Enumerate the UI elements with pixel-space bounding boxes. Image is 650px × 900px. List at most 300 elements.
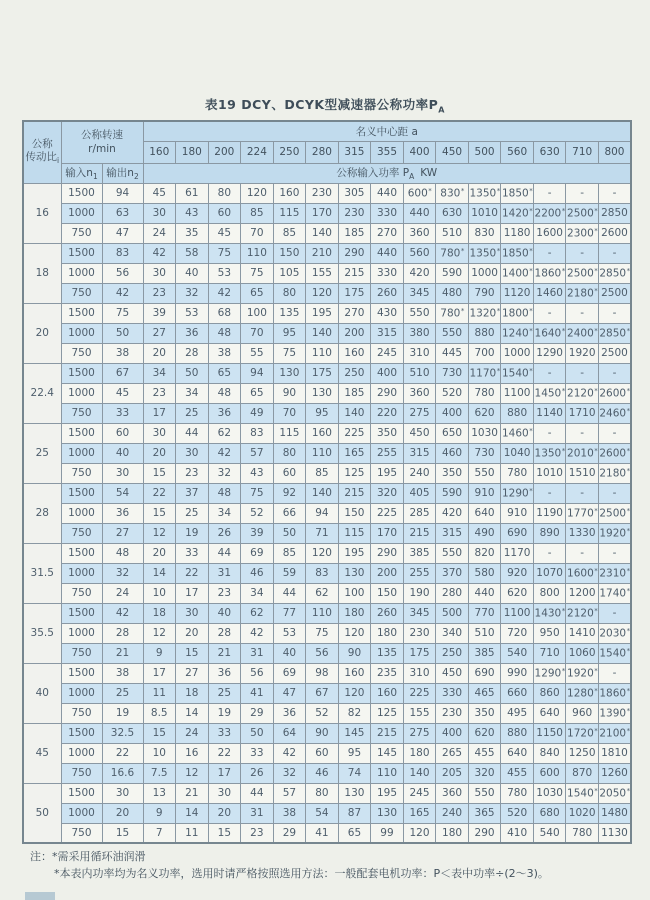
table-row	[23, 383, 631, 403]
table-row	[23, 663, 631, 683]
power-value-cell: 15	[143, 723, 176, 743]
oil-lubrication-asterisk: *	[626, 727, 631, 736]
power-value-cell: 1070	[533, 563, 566, 583]
power-value-cell: 50	[273, 523, 306, 543]
power-value-cell: 1180	[501, 223, 534, 243]
power-value-cell: 1430*	[533, 603, 566, 623]
power-value-cell: 135	[371, 643, 404, 663]
output-speed-cell: 36	[102, 503, 143, 523]
oil-lubrication-asterisk: *	[496, 307, 501, 316]
footnote-line-2	[30, 866, 549, 883]
ratio-cell: 18	[23, 243, 61, 303]
output-speed-cell: 30	[102, 783, 143, 803]
center-distance-value-header: 560	[501, 141, 534, 163]
power-value-cell: 285	[403, 503, 436, 523]
power-value-cell: 10	[143, 743, 176, 763]
power-value-cell: 2500*	[566, 263, 599, 283]
input-speed-cell: 1000	[61, 323, 102, 343]
power-value-cell: 160	[338, 663, 371, 683]
power-value-cell: 67	[306, 683, 339, 703]
input-speed-cell: 1500	[61, 423, 102, 443]
footnotes	[30, 849, 549, 882]
power-value-cell: 120	[306, 283, 339, 303]
power-value-cell: 790	[468, 283, 501, 303]
power-value-cell: 1330	[566, 523, 599, 543]
power-value-cell: 455	[501, 763, 534, 783]
power-value-cell: 290	[371, 383, 404, 403]
oil-lubrication-asterisk: *	[460, 247, 465, 256]
power-value-cell: 2010*	[566, 443, 599, 463]
table-row	[23, 443, 631, 463]
power-value-cell: 42	[273, 743, 306, 763]
power-value-cell: 58	[176, 243, 209, 263]
power-value-cell: 140	[306, 223, 339, 243]
power-value-cell: 260	[371, 603, 404, 623]
oil-lubrication-asterisk: *	[561, 327, 566, 336]
oil-lubrication-asterisk: *	[626, 567, 631, 576]
power-value-cell: 62	[241, 603, 274, 623]
power-value-cell: 27	[176, 663, 209, 683]
power-value-cell: 1250	[566, 743, 599, 763]
table-row	[23, 403, 631, 423]
ratio-header-line1: 公称	[31, 137, 53, 150]
power-value-cell: 1460	[533, 283, 566, 303]
power-value-cell: 1060	[566, 643, 599, 663]
input-speed-cell: 1000	[61, 263, 102, 283]
power-value-cell: 270	[338, 303, 371, 323]
power-value-cell: 115	[273, 203, 306, 223]
power-value-cell: 495	[501, 703, 534, 723]
power-value-cell: -	[533, 543, 566, 563]
power-value-cell: 1640*	[533, 323, 566, 343]
power-value-cell: 445	[436, 343, 469, 363]
power-value-cell: 48	[208, 483, 241, 503]
power-value-cell: 215	[338, 263, 371, 283]
power-value-cell: 180	[371, 623, 404, 643]
power-value-cell: 600*	[403, 183, 436, 203]
oil-lubrication-asterisk: *	[529, 487, 533, 496]
table-row	[23, 583, 631, 603]
center-distance-value-header: 800	[598, 141, 631, 163]
power-value-cell: 880	[501, 723, 534, 743]
power-value-cell: 34	[176, 383, 209, 403]
output-speed-cell: 20	[102, 803, 143, 823]
power-value-cell: 60	[208, 203, 241, 223]
power-value-cell: 1140	[533, 403, 566, 423]
power-value-cell: 215	[403, 523, 436, 543]
table-row	[23, 703, 631, 723]
power-value-cell: 780	[501, 783, 534, 803]
power-value-cell: 2200*	[533, 203, 566, 223]
power-value-cell: 130	[338, 563, 371, 583]
power-value-cell: 110	[306, 603, 339, 623]
power-value-cell: 14	[176, 703, 209, 723]
oil-lubrication-asterisk: *	[626, 387, 631, 396]
power-value-cell: 830	[468, 223, 501, 243]
power-value-cell: 1100	[501, 383, 534, 403]
power-value-cell: 720	[501, 623, 534, 643]
power-value-cell: 42	[143, 243, 176, 263]
power-value-cell: 32	[208, 463, 241, 483]
table-row	[23, 183, 631, 203]
power-value-cell: 18	[143, 603, 176, 623]
oil-lubrication-asterisk: *	[594, 207, 598, 216]
power-value-cell: 11	[176, 823, 209, 843]
power-value-cell: 85	[306, 463, 339, 483]
power-value-cell: 700	[468, 343, 501, 363]
power-value-cell: 1000	[501, 343, 534, 363]
input-speed-cell: 750	[61, 403, 102, 423]
power-value-cell: 240	[403, 463, 436, 483]
power-value-cell: 550	[468, 783, 501, 803]
input-speed-cell: 1000	[61, 563, 102, 583]
power-value-cell: 36	[208, 403, 241, 423]
power-value-cell: 780	[566, 823, 599, 843]
power-value-cell: 1540*	[566, 783, 599, 803]
power-value-cell: 320	[371, 483, 404, 503]
power-value-cell: 17	[208, 763, 241, 783]
output-speed-cell: 28	[102, 623, 143, 643]
power-value-cell: 12	[176, 763, 209, 783]
power-value-cell: 9	[143, 803, 176, 823]
power-value-cell: 22	[208, 743, 241, 763]
table-row	[23, 783, 631, 803]
output-speed-cell: 21	[102, 643, 143, 663]
power-value-cell: 94	[306, 503, 339, 523]
ratio-cell: 40	[23, 663, 61, 723]
power-value-cell: 440	[468, 583, 501, 603]
table-row	[23, 243, 631, 263]
power-value-cell: 150	[338, 503, 371, 523]
input-speed-cell: 1000	[61, 503, 102, 523]
power-value-cell: 880	[468, 323, 501, 343]
header-row-center-distance	[23, 121, 631, 141]
ratio-cell: 25	[23, 423, 61, 483]
power-value-cell: 135	[273, 303, 306, 323]
power-value-cell: 25	[208, 683, 241, 703]
power-value-cell: 2600*	[598, 383, 631, 403]
power-value-cell: 130	[273, 363, 306, 383]
power-value-cell: 1320*	[468, 303, 501, 323]
table-row	[23, 343, 631, 363]
power-value-cell: 150	[273, 243, 306, 263]
power-value-cell: 35	[176, 223, 209, 243]
input-speed-cell: 750	[61, 643, 102, 663]
oil-lubrication-asterisk: *	[626, 467, 631, 476]
power-value-cell: 580	[468, 563, 501, 583]
oil-lubrication-asterisk: *	[594, 607, 598, 616]
power-value-cell: 650	[436, 423, 469, 443]
table-row	[23, 623, 631, 643]
power-value-cell: 50	[176, 363, 209, 383]
power-value-cell: 1720*	[566, 723, 599, 743]
power-value-cell: 14	[143, 563, 176, 583]
output-speed-cell: 42	[102, 603, 143, 623]
power-value-cell: 1040	[501, 443, 534, 463]
power-value-cell: 1170*	[468, 363, 501, 383]
output-speed-cell: 38	[102, 343, 143, 363]
page-title	[0, 95, 650, 115]
power-value-cell: 95	[273, 323, 306, 343]
power-value-cell: 1100	[501, 603, 534, 623]
power-value-cell: 9	[143, 643, 176, 663]
power-value-cell: 860	[533, 683, 566, 703]
center-distance-value-header: 200	[208, 141, 241, 163]
power-value-cell: 23	[241, 823, 274, 843]
output-speed-cell: 54	[102, 483, 143, 503]
power-value-cell: 42	[208, 443, 241, 463]
power-value-cell: 11	[143, 683, 176, 703]
power-value-cell: 130	[338, 783, 371, 803]
power-value-cell: 83	[306, 563, 339, 583]
power-value-cell: 44	[241, 783, 274, 803]
speed-header-unit: r/min	[88, 143, 116, 156]
power-value-cell: 17	[143, 403, 176, 423]
power-value-cell: 1920*	[598, 523, 631, 543]
input-speed-cell: 1500	[61, 183, 102, 203]
power-value-cell: 510	[436, 223, 469, 243]
power-value-cell: 47	[273, 683, 306, 703]
power-value-cell: 48	[208, 383, 241, 403]
power-value-cell: -	[533, 243, 566, 263]
power-value-cell: 310	[403, 343, 436, 363]
power-value-cell: 2300*	[566, 223, 599, 243]
power-value-cell: 2120*	[566, 383, 599, 403]
power-value-cell: 290	[468, 823, 501, 843]
power-value-cell: 94	[241, 363, 274, 383]
power-value-cell: 45	[208, 223, 241, 243]
power-value-cell: 130	[371, 803, 404, 823]
table-row	[23, 423, 631, 443]
power-value-cell: 57	[273, 783, 306, 803]
oil-lubrication-asterisk: *	[561, 447, 566, 456]
power-value-cell: 36	[176, 323, 209, 343]
power-value-cell: 230	[306, 183, 339, 203]
power-value-cell: 440	[371, 183, 404, 203]
power-value-cell: 80	[306, 783, 339, 803]
power-value-cell: 340	[436, 623, 469, 643]
output-speed-cell: 75	[102, 303, 143, 323]
power-value-cell: 420	[403, 263, 436, 283]
power-value-cell: 83	[241, 423, 274, 443]
power-value-cell: 950	[533, 623, 566, 643]
power-value-cell: 250	[436, 643, 469, 663]
power-value-cell: 330	[371, 203, 404, 223]
power-value-cell: 360	[403, 223, 436, 243]
power-value-cell: 105	[273, 263, 306, 283]
power-value-cell: 42	[208, 283, 241, 303]
center-distance-value-header: 250	[273, 141, 306, 163]
power-value-cell: 350	[371, 423, 404, 443]
power-value-cell: 540	[501, 643, 534, 663]
power-value-cell: 42	[241, 623, 274, 643]
power-value-cell: 275	[403, 723, 436, 743]
power-value-cell: 62	[306, 583, 339, 603]
output-speed-cell: 15	[102, 823, 143, 843]
output-speed-header	[102, 163, 143, 183]
power-value-cell: 2400*	[566, 323, 599, 343]
oil-lubrication-asterisk: *	[626, 587, 631, 596]
power-value-cell: 80	[273, 443, 306, 463]
oil-lubrication-asterisk: *	[561, 207, 566, 216]
power-value-cell: 315	[371, 323, 404, 343]
input-speed-cell: 750	[61, 283, 102, 303]
output-speed-cell: 45	[102, 383, 143, 403]
oil-lubrication-asterisk: *	[594, 267, 598, 276]
page-corner-decoration	[25, 892, 55, 900]
oil-lubrication-asterisk: *	[529, 207, 533, 216]
power-value-cell: 910	[468, 483, 501, 503]
power-value-cell: 33	[241, 743, 274, 763]
power-value-cell: 1290*	[501, 483, 534, 503]
power-value-cell: 280	[436, 583, 469, 603]
power-value-cell: 630	[436, 203, 469, 223]
power-value-cell: 110	[371, 763, 404, 783]
power-value-cell: 350	[436, 463, 469, 483]
oil-lubrication-asterisk: *	[626, 407, 631, 416]
power-value-cell: 90	[273, 383, 306, 403]
power-value-cell: -	[598, 663, 631, 683]
power-value-cell: 34	[143, 363, 176, 383]
output-speed-cell: 60	[102, 423, 143, 443]
power-value-cell: 210	[306, 243, 339, 263]
power-value-cell: 175	[338, 283, 371, 303]
power-value-cell: 44	[208, 543, 241, 563]
input-speed-cell: 1000	[61, 803, 102, 823]
power-value-cell: 990	[501, 663, 534, 683]
power-table	[22, 120, 632, 844]
oil-lubrication-asterisk: *	[529, 267, 533, 276]
power-value-cell: 160	[273, 183, 306, 203]
power-value-cell: 53	[208, 263, 241, 283]
table-row	[23, 503, 631, 523]
power-value-cell: 1920	[566, 343, 599, 363]
power-value-cell: 22	[143, 483, 176, 503]
power-value-cell: 385	[468, 643, 501, 663]
power-value-cell: 345	[403, 283, 436, 303]
power-value-cell: 170	[371, 523, 404, 543]
oil-lubrication-asterisk: *	[594, 667, 598, 676]
oil-lubrication-asterisk: *	[529, 427, 533, 436]
power-value-cell: 400	[436, 403, 469, 423]
table-row	[23, 263, 631, 283]
center-distance-value-header: 224	[241, 141, 274, 163]
power-value-cell: 640	[468, 503, 501, 523]
power-value-cell: 110	[306, 343, 339, 363]
power-value-cell: 780	[501, 463, 534, 483]
power-value-cell: -	[598, 423, 631, 443]
power-value-cell: 120	[403, 823, 436, 843]
oil-lubrication-asterisk: *	[561, 267, 566, 276]
power-value-cell: 245	[371, 343, 404, 363]
power-value-cell: 680	[533, 803, 566, 823]
power-value-cell: 225	[371, 503, 404, 523]
input-speed-cell: 1500	[61, 363, 102, 383]
power-value-cell: 1710	[566, 403, 599, 423]
power-value-cell: 250	[338, 363, 371, 383]
table-row	[23, 563, 631, 583]
power-value-cell: 90	[338, 643, 371, 663]
power-value-cell: 780*	[436, 243, 469, 263]
power-value-cell: 20	[143, 343, 176, 363]
power-value-cell: 120	[306, 543, 339, 563]
power-value-cell: 115	[273, 423, 306, 443]
oil-lubrication-asterisk: *	[460, 187, 465, 196]
power-value-cell: 225	[338, 423, 371, 443]
power-value-cell: 32	[176, 283, 209, 303]
table-row	[23, 803, 631, 823]
power-value-cell: 75	[241, 263, 274, 283]
power-value-cell: 1410	[566, 623, 599, 643]
power-value-cell: 25	[176, 503, 209, 523]
power-value-cell: 460	[436, 443, 469, 463]
power-value-cell: 1150	[533, 723, 566, 743]
power-value-cell: 54	[306, 803, 339, 823]
power-value-cell: 23	[143, 283, 176, 303]
power-value-cell: -	[566, 363, 599, 383]
output-speed-cell: 50	[102, 323, 143, 343]
power-value-cell: 61	[176, 183, 209, 203]
header-row-power	[23, 163, 631, 183]
power-value-cell: -	[533, 423, 566, 443]
power-value-cell: 10	[143, 583, 176, 603]
power-value-cell: 7	[143, 823, 176, 843]
oil-lubrication-asterisk: *	[529, 367, 533, 376]
power-value-cell: 70	[273, 403, 306, 423]
power-value-cell: 65	[241, 283, 274, 303]
ratio-cell: 50	[23, 783, 61, 843]
power-value-cell: 14	[176, 803, 209, 823]
oil-lubrication-asterisk: *	[529, 247, 533, 256]
power-value-cell: 70	[241, 323, 274, 343]
oil-lubrication-asterisk: *	[561, 607, 566, 616]
power-value-cell: -	[533, 483, 566, 503]
power-value-cell: 22	[176, 563, 209, 583]
power-value-cell: 2500	[598, 343, 631, 363]
power-value-cell: 44	[273, 583, 306, 603]
power-value-cell: 230	[436, 703, 469, 723]
power-value-cell: 30	[143, 263, 176, 283]
power-value-cell: 85	[241, 203, 274, 223]
power-value-cell: 43	[241, 463, 274, 483]
ratio-cell: 35.5	[23, 603, 61, 663]
power-value-cell: 100	[338, 583, 371, 603]
power-value-cell: 33	[208, 723, 241, 743]
power-value-cell: 165	[338, 443, 371, 463]
power-value-cell: 560	[403, 243, 436, 263]
power-value-cell: 20	[208, 803, 241, 823]
table-row	[23, 463, 631, 483]
power-value-cell: 29	[241, 703, 274, 723]
power-value-cell: 55	[241, 343, 274, 363]
ratio-cell: 22.4	[23, 363, 61, 423]
power-value-cell: -	[533, 303, 566, 323]
input-speed-cell: 1500	[61, 723, 102, 743]
power-value-cell: 34	[208, 503, 241, 523]
power-value-cell: 120	[241, 183, 274, 203]
power-value-cell: 820	[468, 543, 501, 563]
power-value-cell: 71	[306, 523, 339, 543]
power-value-cell: 1390*	[598, 703, 631, 723]
power-value-cell: 110	[241, 243, 274, 263]
output-speed-cell: 24	[102, 583, 143, 603]
power-value-cell: 590	[436, 483, 469, 503]
power-value-cell: 50	[241, 723, 274, 743]
power-value-cell: 640	[501, 743, 534, 763]
power-value-cell: -	[566, 303, 599, 323]
power-value-cell: 370	[436, 563, 469, 583]
power-value-cell: 115	[338, 523, 371, 543]
